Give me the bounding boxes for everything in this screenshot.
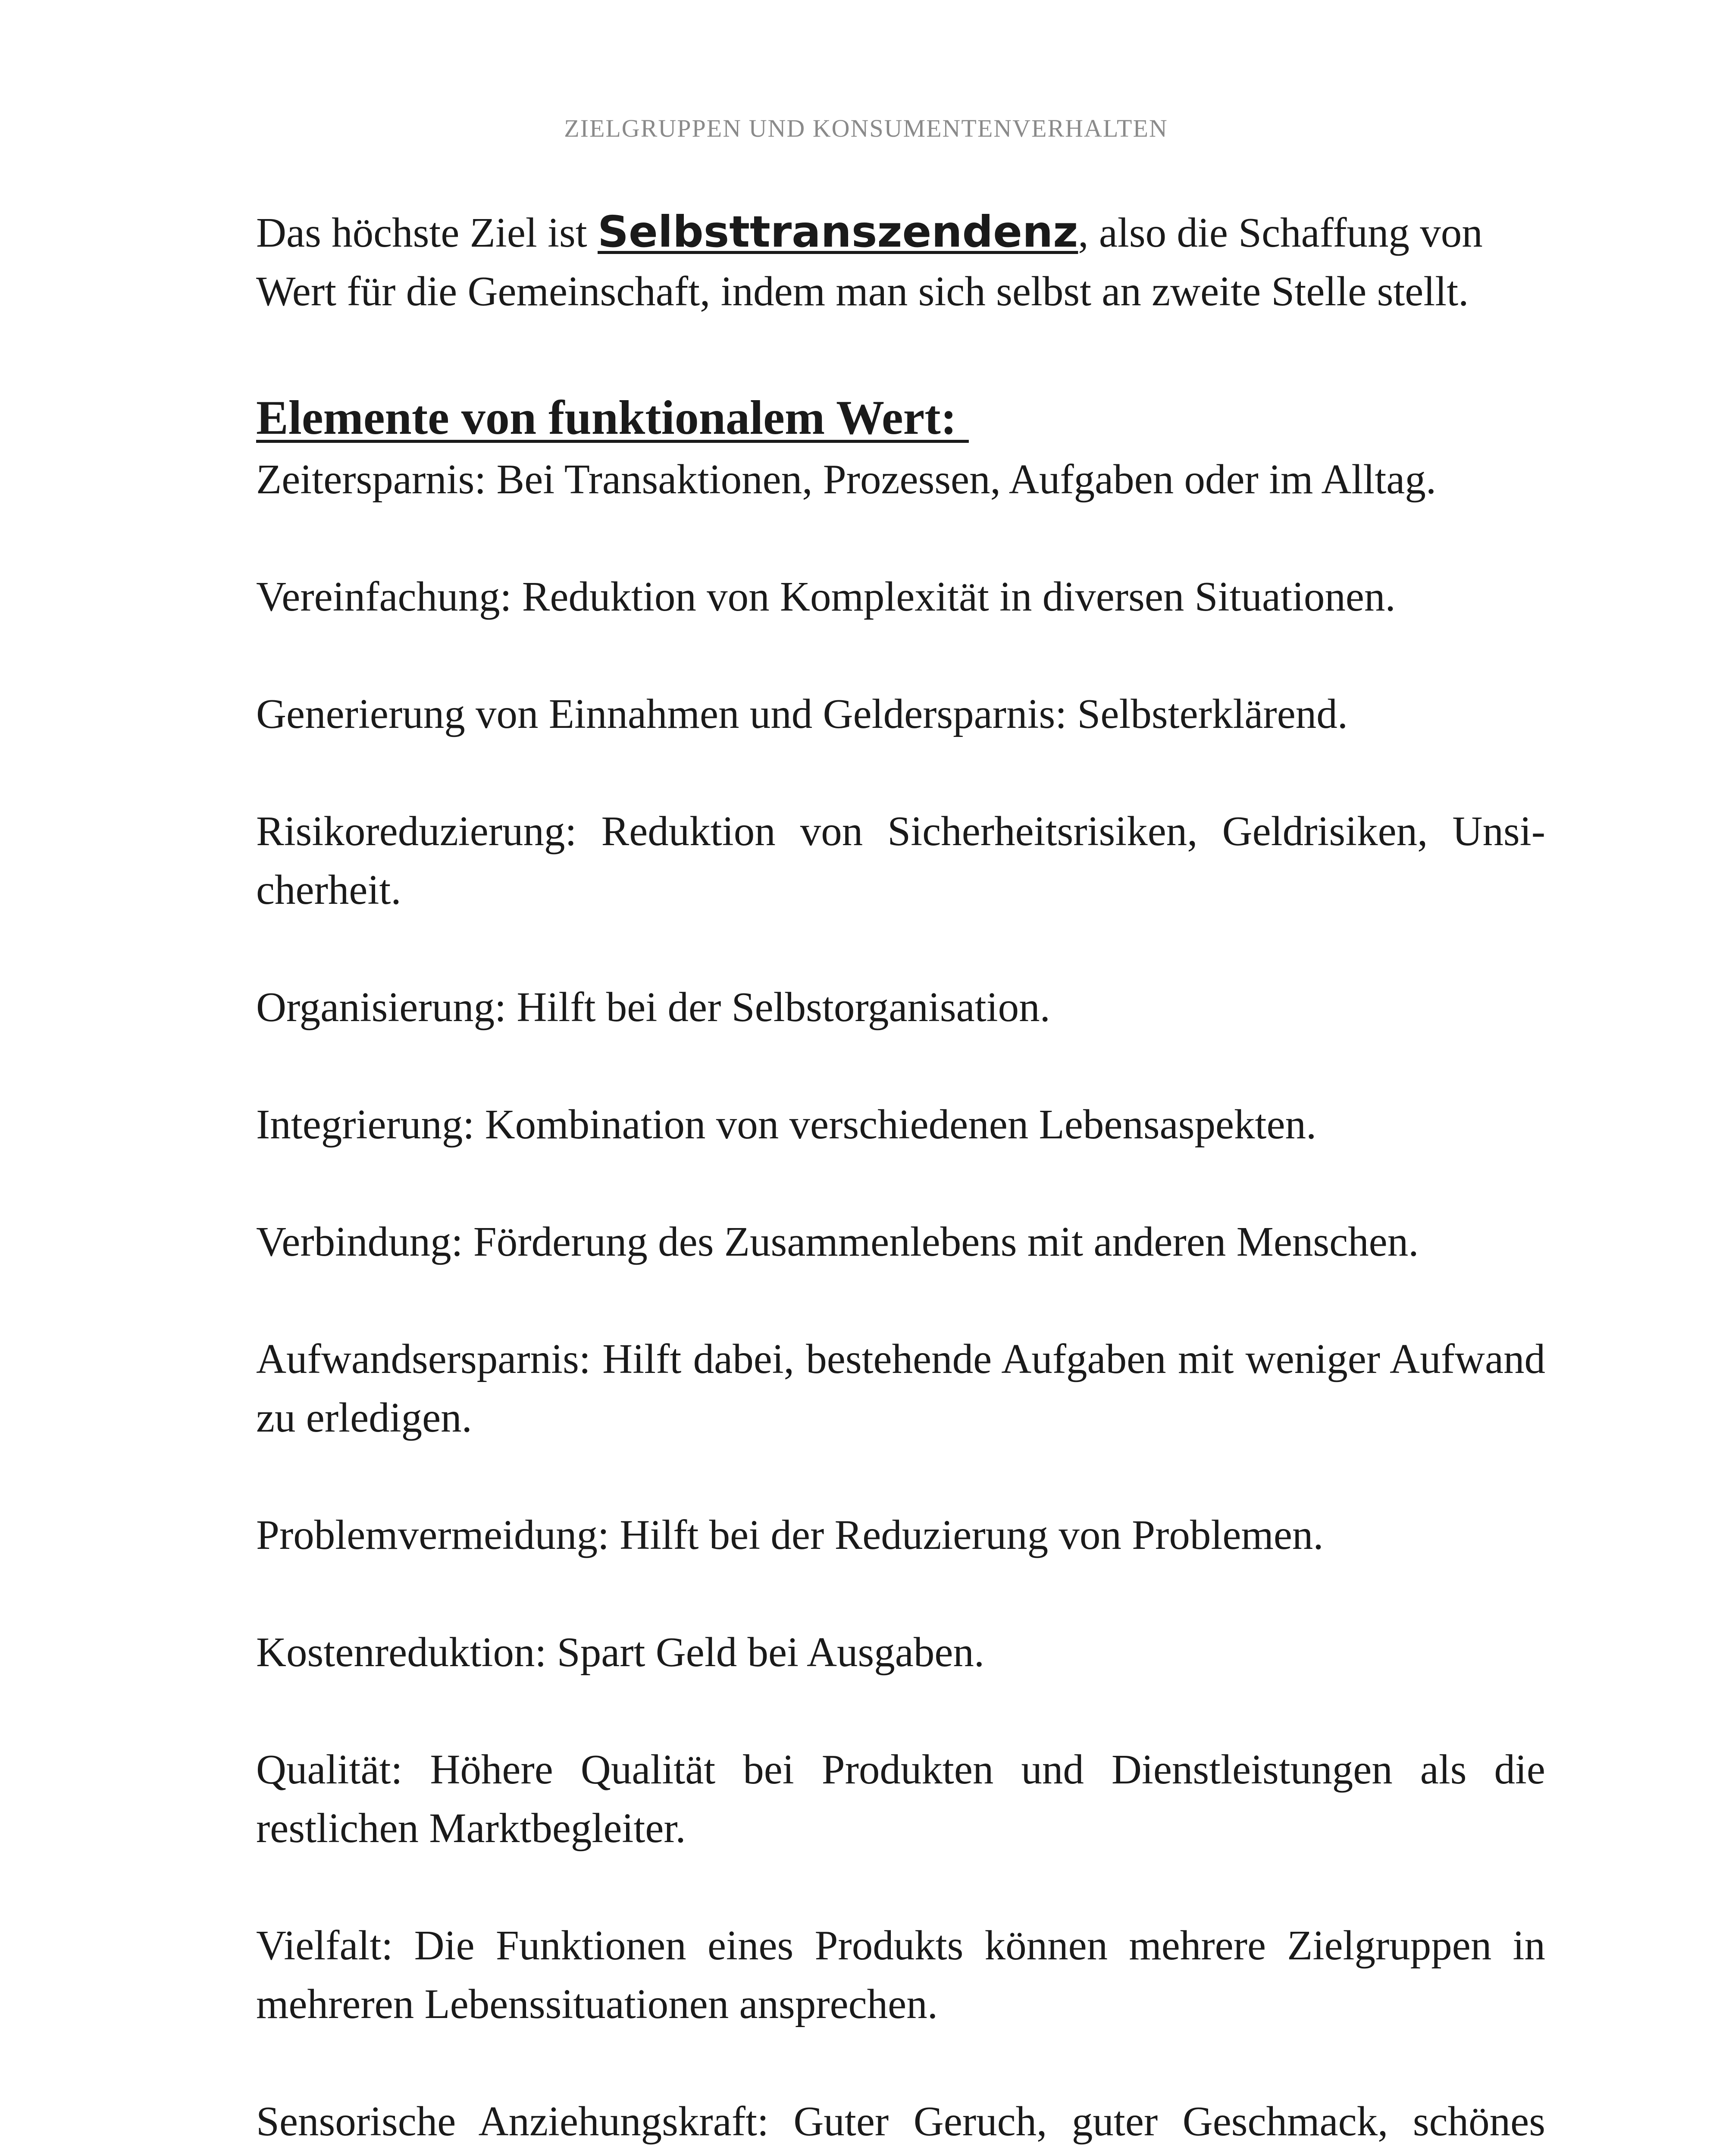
section-heading: Elemente von funktionalem Wert: bbox=[256, 391, 969, 445]
list-item: Kostenreduktion: Spart Geld bei Ausgaben. bbox=[256, 1629, 985, 1675]
list-item: Vereinfachung: Reduktion von Komplexität in diversen Situationen. bbox=[256, 573, 1396, 620]
list-item: Problemvermeidung: Hilft bei der Reduzierung von Problemen. bbox=[256, 1512, 1324, 1558]
list-item: Qualität: Höhere Qualität bei Produkten und Dienstleistungen als die restlichen Marktbegleiter. bbox=[256, 1746, 1545, 1851]
list-item: Integrierung: Kombination von verschiedenen Lebensaspekten. bbox=[256, 1101, 1317, 1147]
list-item: Organisierung: Hilft bei der Selbstorganisation. bbox=[256, 984, 1050, 1030]
list-item: Sensorische Anziehungskraft: Guter Geruch, guter Geschmack, schönes bbox=[256, 2098, 1545, 2144]
list-item: Vielfalt: Die Funktionen eines Produkts können mehrere Zielgruppen in mehreren Lebenssituationen ansprechen. bbox=[256, 1922, 1545, 2027]
list-item: Verbindung: Förderung des Zusammenlebens mit anderen Menschen. bbox=[256, 1219, 1419, 1265]
list-item: Zeitersparnis: Bei Transaktionen, Prozessen, Aufgaben oder im Alltag. bbox=[256, 456, 1437, 502]
list-item: Generierung von Einnahmen und Geldersparnis: Selbsterklärend. bbox=[256, 691, 1348, 737]
emphasis-term: Selbsttranszendenz bbox=[598, 207, 1078, 257]
running-header: ZIELGRUPPEN UND KONSUMENTENVERHALTEN bbox=[564, 114, 1168, 142]
list-item: Risikoreduzierung: Reduktion von Sicherheitsrisiken, Geldrisiken, Unsicherheit. bbox=[256, 808, 1545, 913]
page-body bbox=[256, 203, 1545, 2156]
list-item: Aufwandsersparnis: Hilft dabei, bestehende Aufgaben mit weniger Aufwand zu erledigen. bbox=[256, 1336, 1545, 1441]
value-elements-list bbox=[256, 450, 1545, 2156]
intro-paragraph bbox=[256, 203, 1545, 321]
intro-text-after: , also die Schaffung von Wert für die Gemeinschaft, indem man sich selbst an zweite Stelle stellt. bbox=[256, 210, 1483, 314]
intro-text-before: Das höchste Ziel ist bbox=[256, 210, 598, 256]
